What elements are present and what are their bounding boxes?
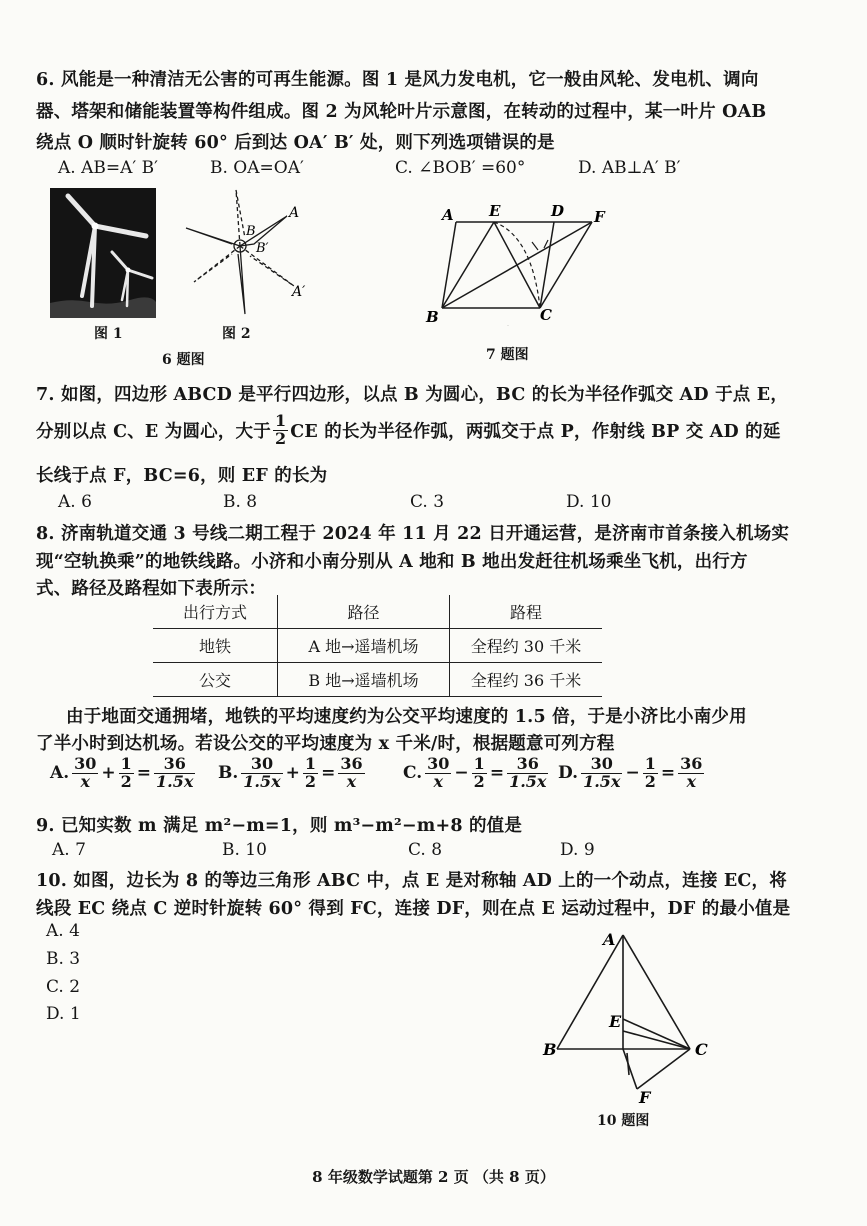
numerator: 1: [644, 754, 656, 773]
table-cell: 地铁: [153, 629, 278, 663]
denominator: x: [686, 771, 696, 791]
q7-stem-line2: [36, 413, 781, 448]
numerator: 30: [581, 756, 622, 774]
wind-turbine-photo: [50, 188, 156, 318]
half-denominator: 2: [274, 428, 287, 448]
svg-text:B: B: [543, 1040, 557, 1059]
q6-option-a: A. AB=A′ B′: [58, 158, 158, 178]
svg-text:A: A: [442, 206, 454, 224]
svg-text:F: F: [594, 208, 605, 226]
fraction: [643, 756, 658, 791]
svg-text:F: F: [639, 1088, 651, 1107]
triangle-diagram: [535, 925, 725, 1110]
denominator: 2: [644, 771, 656, 791]
equals-sign: =: [489, 763, 505, 784]
table-header-distance: 路程: [450, 595, 603, 629]
svg-text:B: B: [246, 224, 256, 239]
q8-stem-line4: 由于地面交通拥堵，地铁的平均速度约为公交平均速度的 1.5 倍，于是小济比小南少用: [66, 707, 747, 727]
q9-option-d: D. 9: [560, 840, 595, 860]
table-cell: A 地→遥墙机场: [278, 629, 450, 663]
q7-stem-line1: 7. 如图，四边形 ABCD 是平行四边形，以点 B 为圆心，BC 的长为半径作弧交 AD 于点 E，: [36, 385, 789, 405]
fraction: [425, 756, 451, 791]
numerator: 30: [74, 754, 97, 773]
equals-sign: =: [136, 763, 152, 784]
q8-option-d: [558, 756, 704, 791]
option-letter: D.: [558, 763, 579, 784]
denominator: x: [80, 771, 91, 791]
fraction: [507, 756, 548, 791]
q7-option-a: A. 6: [58, 492, 92, 512]
q7-option-c: C. 3: [410, 492, 445, 512]
denominator: 2: [473, 771, 485, 791]
option-letter: B.: [218, 763, 239, 784]
table-cell: 公交: [153, 663, 278, 697]
denominator: 1.5x: [509, 771, 547, 791]
q10-option-a: A. 4: [46, 921, 80, 941]
svg-text:A: A: [289, 205, 300, 221]
table-cell: 全程约 30 千米: [450, 629, 603, 663]
q10-stem-line2: 线段 EC 绕点 C 逆时针旋转 60° 得到 FC，连接 DF，则在点 E 运动过程中，DF 的最小值是: [36, 899, 791, 919]
q10-stem-line1: 10. 如图，边长为 8 的等边三角形 ABC 中，点 E 是对称轴 AD 上的一个动点，连接 EC，将: [36, 871, 787, 891]
q7-figure-caption: 7 题图: [486, 347, 529, 363]
denominator: 1.5x: [583, 771, 621, 791]
option-letter: C.: [403, 763, 423, 784]
svg-text:B: B: [426, 308, 439, 326]
q7-option-b: B. 8: [223, 492, 258, 512]
option-letter: A.: [50, 763, 70, 784]
operator: −: [625, 763, 640, 784]
fraction: [241, 756, 282, 791]
fig1-caption: 图 1: [94, 326, 123, 342]
q10-figure-caption: 10 题图: [597, 1113, 650, 1129]
q7-stem-line3: 长线于点 F，BC=6，则 EF 的长为: [36, 466, 328, 486]
blade-rotation-diagram: [170, 186, 320, 321]
q10-option-c: C. 2: [46, 977, 81, 997]
q8-option-c: [403, 756, 548, 791]
fraction: [338, 756, 364, 791]
fraction: [678, 756, 704, 791]
q9-option-c: C. 8: [408, 840, 443, 860]
numerator: 30: [427, 754, 450, 773]
numerator: 36: [680, 754, 703, 773]
q6-stem-line2: 器、塔架和储能装置等构件组成。图 2 为风轮叶片示意图，在转动的过程中，某一叶片 OAB: [36, 102, 767, 122]
table-row: [153, 629, 602, 663]
travel-table: [153, 595, 602, 697]
q9-option-a: A. 7: [52, 840, 86, 860]
numerator: 1: [304, 754, 317, 773]
numerator: 36: [507, 756, 548, 774]
fraction: [472, 756, 487, 791]
q6-figure-caption: 6 题图: [162, 352, 205, 368]
numerator: 1: [473, 754, 485, 773]
numerator: 30: [241, 756, 282, 774]
q8-stem-line3: 式、路径及路程如下表所示：: [36, 579, 267, 599]
fraction: [303, 756, 318, 791]
svg-text:D: D: [551, 202, 565, 220]
fraction: [154, 756, 195, 791]
table-header-mode: 出行方式: [153, 595, 278, 629]
q9-stem-line1: 9. 已知实数 m 满足 m²−m=1，则 m³−m²−m+8 的值是: [36, 816, 523, 836]
q8-stem-line1: 8. 济南轨道交通 3 号线二期工程于 2024 年 11 月 22 日开通运营，是济南市首条接入机场实: [36, 524, 790, 544]
denominator: 2: [304, 771, 317, 791]
fig2-caption: 图 2: [222, 326, 251, 342]
half-fraction: [273, 413, 288, 448]
half-numerator: 1: [274, 411, 287, 430]
svg-text:E: E: [609, 1012, 622, 1031]
q6-option-d: D. AB⊥A′ B′: [578, 158, 681, 178]
q6-option-c: C. ∠BOB′ =60°: [395, 158, 526, 178]
equals-sign: =: [321, 763, 336, 784]
denominator: x: [346, 771, 357, 791]
table-header-route: 路径: [278, 595, 450, 629]
operator: +: [285, 763, 300, 784]
svg-text:C: C: [540, 306, 552, 324]
q8-option-b: [218, 756, 365, 791]
svg-text:B′: B′: [256, 241, 269, 256]
q7-option-d: D. 10: [566, 492, 612, 512]
q6-stem-line3: 绕点 O 顺时针旋转 60° 后到达 OA′ B′ 处，则下列选项错误的是: [36, 133, 555, 153]
q7-stem-line2-end: CE 的长为半径作弧，两弧交于点 P，作射线 BP 交 AD 的延: [290, 421, 781, 442]
fraction: [581, 756, 622, 791]
table-cell: B 地→遥墙机场: [278, 663, 450, 697]
denominator: 1.5x: [243, 771, 281, 791]
fraction: [119, 756, 134, 791]
table-cell: 全程约 36 千米: [450, 663, 603, 697]
q10-option-d: D. 1: [46, 1004, 81, 1024]
page-footer: 8 年级数学试题第 2 页 （共 8 页）: [312, 1168, 555, 1186]
parallelogram-diagram: [420, 196, 620, 326]
q6-option-b: B. OA=OA′: [210, 158, 304, 178]
fraction: [72, 756, 98, 791]
denominator: 1.5x: [156, 771, 194, 791]
q9-option-b: B. 10: [222, 840, 267, 860]
svg-text:E: E: [489, 202, 501, 220]
table-header-row: [153, 595, 602, 629]
q8-stem-line2: 现“空轨换乘”的地铁线路。小济和小南分别从 A 地和 B 地出发赶往机场乘坐飞机，出行方: [36, 552, 748, 572]
table-row: [153, 663, 602, 697]
svg-text:A′: A′: [292, 284, 306, 300]
q6-stem-line1: 6. 风能是一种清洁无公害的可再生能源。图 1 是风力发电机，它一般由风轮、发电机、调向: [36, 70, 759, 90]
denominator: x: [433, 771, 444, 791]
operator: −: [454, 763, 469, 784]
numerator: 1: [120, 754, 132, 773]
denominator: 2: [120, 771, 132, 791]
operator: +: [101, 763, 116, 784]
q8-stem-line5: 了半小时到达机场。若设公交的平均速度为 x 千米/时，根据题意可列方程: [36, 734, 615, 754]
svg-text:A: A: [603, 930, 616, 949]
q8-option-a: [50, 756, 195, 791]
numerator: 36: [154, 756, 195, 774]
svg-text:C: C: [695, 1040, 708, 1059]
q7-stem-line2-start: 分别以点 C、E 为圆心，大于: [36, 421, 271, 442]
q10-option-b: B. 3: [46, 949, 81, 969]
equals-sign: =: [660, 763, 676, 784]
numerator: 36: [340, 754, 363, 773]
